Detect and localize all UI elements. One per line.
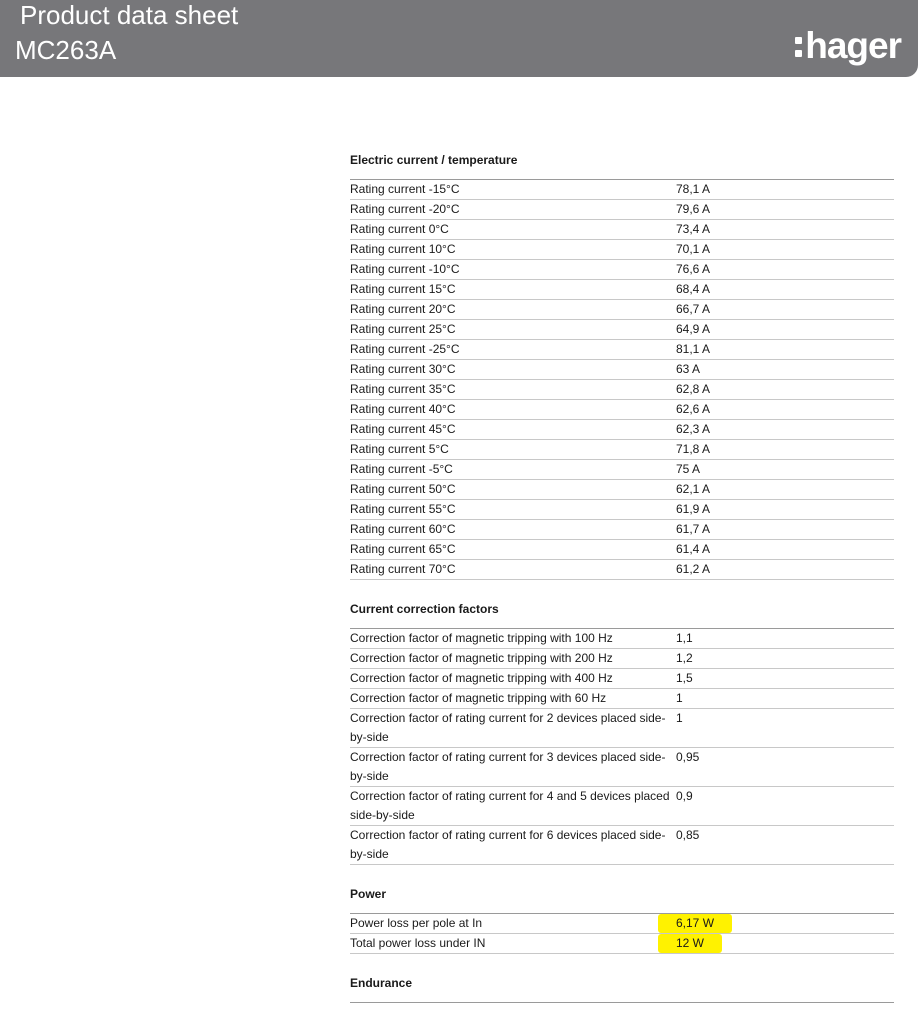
spec-label: Total power loss under IN: [350, 936, 486, 950]
highlighted-value: 6,17 W: [658, 914, 732, 933]
spec-label: Rating current 30°C: [350, 362, 456, 376]
spec-section: [350, 599, 894, 865]
spec-row: [350, 320, 894, 340]
spec-label: Correction factor of rating current for 4 and 5 devices placed side-by-side: [350, 789, 670, 822]
spec-value: [676, 669, 894, 688]
spec-label: Rating current 20°C: [350, 302, 456, 316]
spec-value: [676, 629, 894, 648]
product-code: MC263A: [15, 35, 117, 65]
section-title: Electric current / temperature: [350, 150, 894, 180]
value-text: 79,6 A: [676, 202, 711, 216]
spec-row: [350, 300, 894, 320]
spec-label: Rating current 10°C: [350, 242, 456, 256]
spec-label: Correction factor of rating current for 2 devices placed side-by-side: [350, 711, 666, 744]
spec-label: Rating current 40°C: [350, 402, 456, 416]
spec-row: [350, 440, 894, 460]
spec-value: [676, 709, 894, 747]
spec-value: [676, 480, 894, 499]
spec-value: [676, 260, 894, 279]
spec-label: Rating current 5°C: [350, 442, 449, 456]
page-header: [0, 0, 918, 77]
spec-value: [676, 360, 894, 379]
spec-section: [350, 150, 894, 580]
spec-row: [350, 480, 894, 500]
value-text: 70,1 A: [676, 242, 711, 256]
spec-row: [350, 629, 894, 649]
spec-value: [676, 649, 894, 668]
spec-label: Rating current 35°C: [350, 382, 456, 396]
spec-row: [350, 460, 894, 480]
section-title: Endurance: [350, 973, 894, 1003]
spec-value: [676, 540, 894, 559]
document-title: Product data sheet: [20, 0, 239, 30]
spec-label: Correction factor of magnetic tripping with 60 Hz: [350, 691, 607, 705]
spec-row: [350, 669, 894, 689]
spec-label: Rating current 45°C: [350, 422, 456, 436]
spec-value: [676, 460, 894, 479]
value-text: 1,2: [676, 651, 693, 665]
spec-value: [676, 748, 894, 786]
spec-value: [676, 320, 894, 339]
spec-row: [350, 420, 894, 440]
value-text: 61,7 A: [676, 522, 711, 536]
value-text: 1,5: [676, 671, 693, 685]
value-text: 63 A: [676, 362, 701, 376]
spec-row: [350, 689, 894, 709]
spec-value: [676, 420, 894, 439]
spec-row: [350, 360, 894, 380]
spec-label: Rating current -25°C: [350, 342, 460, 356]
spec-value: [676, 934, 894, 953]
spec-row: [350, 934, 894, 954]
highlighted-value: 12 W: [658, 934, 722, 953]
spec-value: [676, 380, 894, 399]
spec-row: [350, 180, 894, 200]
spec-row: [350, 914, 894, 934]
spec-row: [350, 200, 894, 220]
spec-value: [676, 560, 894, 579]
spec-row: [350, 380, 894, 400]
logo-colon-icon: [795, 37, 802, 57]
spec-row: [350, 826, 894, 865]
value-text: 62,8 A: [676, 382, 711, 396]
spec-row: [350, 220, 894, 240]
value-text: 68,4 A: [676, 282, 711, 296]
spec-label: Rating current -5°C: [350, 462, 453, 476]
brand-name: hager: [805, 25, 901, 66]
value-text: 75 A: [676, 462, 701, 476]
spec-row: [350, 560, 894, 580]
value-text: 61,2 A: [676, 562, 711, 576]
spec-row: [350, 260, 894, 280]
value-text: 62,3 A: [676, 422, 711, 436]
brand-logo: [795, 24, 901, 68]
value-text: 64,9 A: [676, 322, 711, 336]
spec-label: Correction factor of rating current for 6 devices placed side-by-side: [350, 828, 666, 861]
spec-value: [676, 787, 894, 825]
spec-label: Rating current -20°C: [350, 202, 460, 216]
spec-label: Rating current 55°C: [350, 502, 456, 516]
spec-value: [676, 500, 894, 519]
spec-value: [676, 280, 894, 299]
value-text: 0,9: [676, 789, 693, 803]
spec-section: [350, 973, 894, 1003]
spec-value: [676, 826, 894, 864]
spec-label: Rating current 70°C: [350, 562, 456, 576]
spec-row: [350, 709, 894, 748]
value-text: 1: [676, 711, 683, 725]
spec-label: Rating current -15°C: [350, 182, 460, 196]
value-text: 1,1: [676, 631, 693, 645]
value-text: 66,7 A: [676, 302, 711, 316]
spec-value: [676, 440, 894, 459]
spec-label: Rating current -10°C: [350, 262, 460, 276]
spec-row: [350, 748, 894, 787]
spec-label: Rating current 15°C: [350, 282, 456, 296]
spec-label: Rating current 25°C: [350, 322, 456, 336]
value-text: 62,1 A: [676, 482, 711, 496]
spec-row: [350, 787, 894, 826]
spec-row: [350, 540, 894, 560]
spec-label: Correction factor of rating current for 3 devices placed side-by-side: [350, 750, 666, 783]
spec-value: [676, 400, 894, 419]
spec-value: [676, 689, 894, 708]
spec-section: [350, 884, 894, 954]
spec-row: [350, 649, 894, 669]
value-text: 0,95: [676, 750, 700, 764]
value-text: 78,1 A: [676, 182, 711, 196]
spec-content: [350, 150, 894, 1022]
value-text: 81,1 A: [676, 342, 711, 356]
spec-label: Correction factor of magnetic tripping with 400 Hz: [350, 671, 613, 685]
spec-value: [676, 240, 894, 259]
spec-row: [350, 400, 894, 420]
spec-label: Rating current 60°C: [350, 522, 456, 536]
value-text: 1: [676, 691, 683, 705]
value-text: 61,4 A: [676, 542, 711, 556]
value-text: 61,9 A: [676, 502, 711, 516]
spec-row: [350, 500, 894, 520]
value-text: 76,6 A: [676, 262, 711, 276]
spec-row: [350, 240, 894, 260]
section-title: Current correction factors: [350, 599, 894, 629]
spec-value: [676, 200, 894, 219]
spec-label: Power loss per pole at In: [350, 916, 483, 930]
spec-value: [676, 520, 894, 539]
value-text: 0,85: [676, 828, 700, 842]
spec-value: [676, 300, 894, 319]
value-text: 62,6 A: [676, 402, 711, 416]
section-title: Power: [350, 884, 894, 914]
spec-value: [676, 914, 894, 933]
spec-row: [350, 280, 894, 300]
spec-label: Rating current 0°C: [350, 222, 449, 236]
spec-label: Rating current 50°C: [350, 482, 456, 496]
spec-label: Correction factor of magnetic tripping with 100 Hz: [350, 631, 613, 645]
value-text: 73,4 A: [676, 222, 711, 236]
value-text: 71,8 A: [676, 442, 711, 456]
spec-row: [350, 340, 894, 360]
spec-label: Correction factor of magnetic tripping with 200 Hz: [350, 651, 613, 665]
spec-value: [676, 180, 894, 199]
spec-row: [350, 520, 894, 540]
spec-label: Rating current 65°C: [350, 542, 456, 556]
spec-value: [676, 220, 894, 239]
spec-value: [676, 340, 894, 359]
